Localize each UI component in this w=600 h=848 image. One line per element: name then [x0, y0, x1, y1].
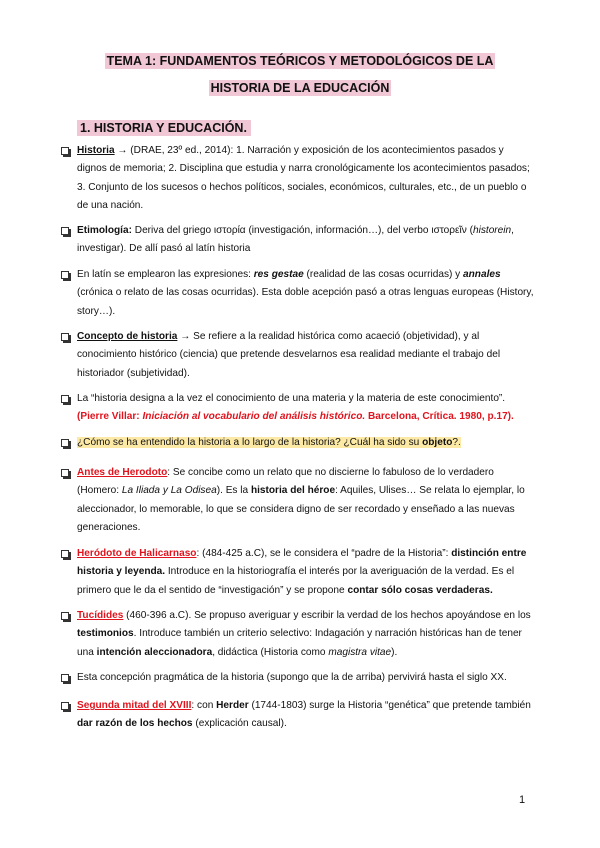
list-item: Antes de Herodoto: Se concibe como un relato que no discierne lo fabuloso de lo verdadero (Homero: La Iliada y La Odisea). Es la historia del héroe: Aquiles, Ulises… Se relata lo ejemplar, lo aleccionador, lo memorable, lo que se considera digno de ser recordado y enseñado a las nuevas generaciones.	[61, 464, 536, 537]
page-number: 1	[519, 794, 526, 806]
list-item: Concepto de historia → Se refiere a la realidad histórica como acaeció (objetividad), y al conocimiento histórico (ciencia) que pretende desvelarnos esa realidad mediante el trabajo del historiador (subjetividad).	[61, 328, 536, 383]
list-item: ¿Cómo se ha entendido la historia a lo largo de la historia? ¿Cuál ha sido su objeto?.	[61, 434, 536, 452]
list-item: Esta concepción pragmática de la historia (supongo que la de arriba) pervivirá hasta el siglo XX.	[61, 669, 536, 687]
list-item: Tucídides (460-396 a.C). Se propuso averiguar y escribir la verdad de los hechos apoyándose en los testimonios. Introduce también un criterio selectivo: Indagación y narración históricas han de tener una intención aleccionadora, didáctica (Historia como magistra vitae).	[61, 607, 536, 662]
list-item: La “historia designa a la vez el conocimiento de una materia y la materia de este conocimiento”. (Pierre Villar: Iniciación al vocabulario del análisis histórico. Barcelona, Crítica. 1980, p.17).	[61, 390, 536, 427]
checkbox-bullet-icon	[61, 702, 69, 710]
list-item: Etimología: Deriva del griego ιστορία (investigación, información…), del verbo ιστορεῖν (historein, investigar). De allí pasó al latín historia	[61, 222, 536, 259]
checkbox-bullet-icon	[61, 227, 69, 235]
list-item: Segunda mitad del XVIII: con Herder (1744-1803) surge la Historia “genética” que pretende también dar razón de los hechos (explicación causal).	[61, 697, 536, 734]
checkbox-bullet-icon	[61, 469, 69, 477]
checkbox-bullet-icon	[61, 550, 69, 558]
checkbox-bullet-icon	[61, 333, 69, 341]
list-item: Heródoto de Halicarnaso: (484-425 a.C), se le considera el “padre de la Historia”: distinción entre historia y leyenda. Introduce en la historiografía el interés por la averiguación de la verdad. Es el primero que le da el sentido de “investigación” y se propone contar sólo cosas verdaderas.	[61, 545, 536, 600]
section-heading: 1. HISTORIA Y EDUCACIÓN.	[77, 120, 251, 136]
checkbox-bullet-icon	[61, 271, 69, 279]
checkbox-bullet-icon	[61, 612, 69, 620]
checkbox-bullet-icon	[61, 439, 69, 447]
list-item: Historia → (DRAE, 23º ed., 2014): 1. Narración y exposición de los acontecimientos pasados y dignos de memoria; 2. Disciplina que estudia y narra cronológicamente los acontecimientos pasados; 3. Conjunto de los sucesos o hechos políticos, sociales, económicos, culturales, etc., de un pueblo o de una nación.	[61, 142, 536, 215]
checkbox-bullet-icon	[61, 395, 69, 403]
checkbox-bullet-icon	[61, 674, 69, 682]
document-title-line-1: TEMA 1: FUNDAMENTOS TEÓRICOS Y METODOLÓGICOS DE LA	[106, 54, 494, 68]
checkbox-bullet-icon	[61, 147, 69, 155]
document-title-line-2: HISTORIA DE LA EDUCACIÓN	[210, 81, 390, 95]
list-item: En latín se emplearon las expresiones: res gestae (realidad de las cosas ocurridas) y annales (crónica o relato de las cosas ocurridas). Esta doble acepción pasó a otras lenguas europeas (History, story…).	[61, 266, 536, 321]
